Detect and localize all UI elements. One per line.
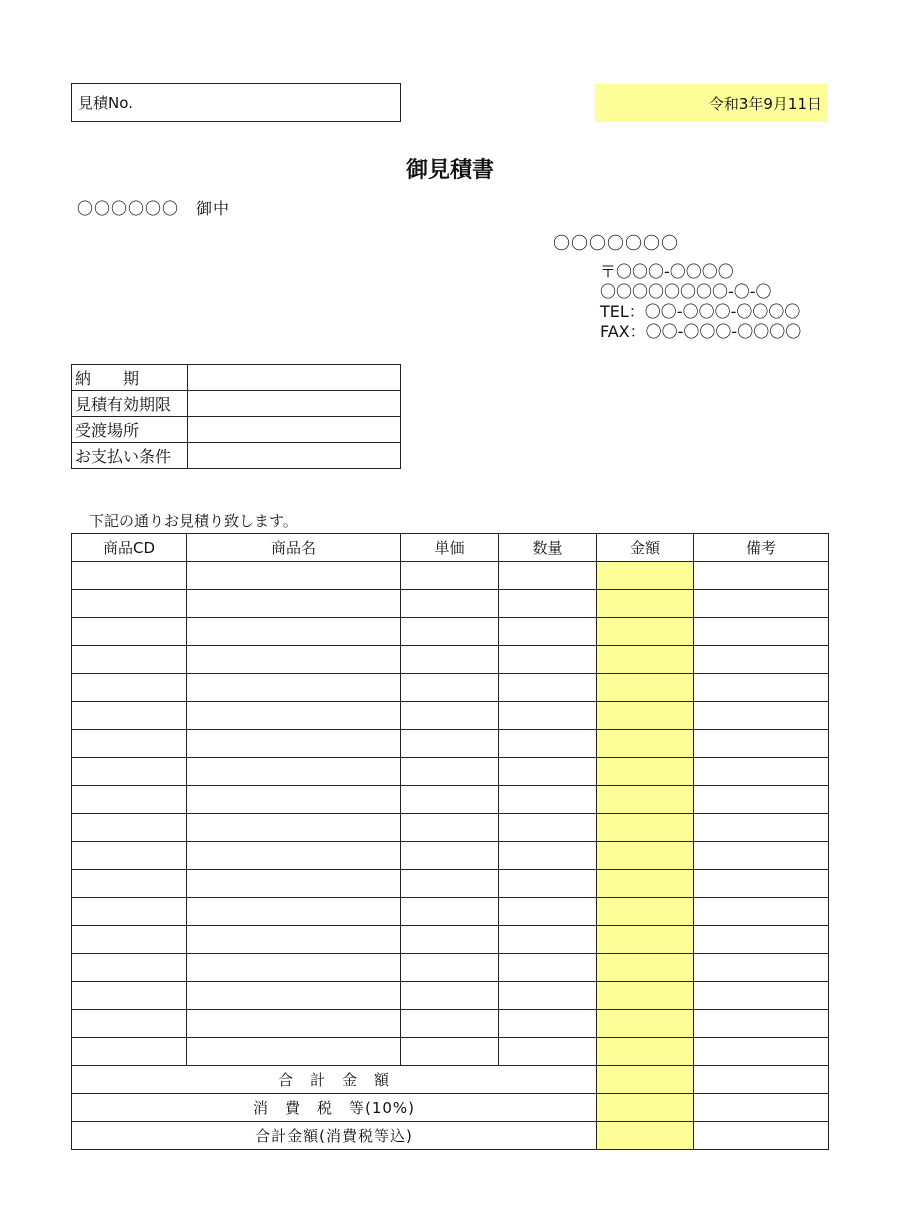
amount-cell[interactable] [597,1038,694,1066]
unit-price-cell[interactable] [401,814,499,842]
quantity-cell[interactable] [499,590,597,618]
product-name-cell[interactable] [187,590,401,618]
product-name-cell[interactable] [187,646,401,674]
amount-cell[interactable] [597,982,694,1010]
header-remarks: 備考 [694,534,829,562]
issuer-address-block [600,262,801,342]
amount-cell[interactable] [597,898,694,926]
remarks-cell[interactable] [694,898,829,926]
unit-price-cell[interactable] [401,926,499,954]
product-name-cell[interactable] [187,618,401,646]
item-row [72,1010,829,1038]
document-title: 御見積書 [405,158,494,183]
items-body [72,562,829,1066]
product-name-cell[interactable] [187,814,401,842]
remarks-cell[interactable] [694,702,829,730]
remarks-cell[interactable] [694,590,829,618]
unit-price-cell[interactable] [401,786,499,814]
tax-label: 消 費 税 等(10%) [72,1094,597,1122]
remarks-cell[interactable] [694,870,829,898]
issue-date: 令和3年9月11日 [595,84,828,122]
quantity-cell[interactable] [499,898,597,926]
unit-price-cell[interactable] [401,842,499,870]
product-code-cell[interactable] [72,926,187,954]
amount-cell[interactable] [597,842,694,870]
amount-cell[interactable] [597,814,694,842]
remarks-cell[interactable] [694,758,829,786]
product-code-cell[interactable] [72,562,187,590]
total-remarks-cell[interactable] [694,1122,829,1150]
item-row [72,786,829,814]
issuer-company: 〇〇〇〇〇〇〇 [553,234,679,254]
product-name-cell[interactable] [187,702,401,730]
subtotal-row [72,1066,829,1094]
amount-cell[interactable] [597,1010,694,1038]
remarks-cell[interactable] [694,646,829,674]
subtotal-remarks-cell[interactable] [694,1066,829,1094]
remarks-cell[interactable] [694,954,829,982]
quantity-cell[interactable] [499,674,597,702]
product-code-cell[interactable] [72,674,187,702]
header-product-name: 商品名 [187,534,401,562]
quantity-cell[interactable] [499,618,597,646]
amount-cell[interactable] [597,786,694,814]
unit-price-cell[interactable] [401,982,499,1010]
item-row [72,842,829,870]
item-row [72,730,829,758]
item-row [72,562,829,590]
product-code-cell[interactable] [72,702,187,730]
quantity-cell[interactable] [499,786,597,814]
quantity-cell[interactable] [499,646,597,674]
amount-cell[interactable] [597,562,694,590]
terms-label: お支払い条件 [72,443,188,469]
item-row [72,926,829,954]
header-product-code: 商品CD [72,534,187,562]
product-code-cell[interactable] [72,786,187,814]
item-row [72,814,829,842]
product-code-cell[interactable] [72,1010,187,1038]
unit-price-cell[interactable] [401,730,499,758]
amount-cell[interactable] [597,674,694,702]
unit-price-cell[interactable] [401,646,499,674]
header-unit-price: 単価 [401,534,499,562]
item-row [72,618,829,646]
client-name: 〇〇〇〇〇〇 御中 [77,199,231,218]
product-code-cell[interactable] [72,730,187,758]
quantity-cell[interactable] [499,926,597,954]
item-row [72,646,829,674]
items-table [71,533,829,1150]
remarks-cell[interactable] [694,730,829,758]
items-header-row [72,534,829,562]
item-row [72,758,829,786]
product-code-cell[interactable] [72,982,187,1010]
product-code-cell[interactable] [72,618,187,646]
terms-label: 納 期 [72,365,188,391]
terms-row-delivery [72,365,401,391]
header-amount: 金額 [597,534,694,562]
terms-value-field[interactable] [188,365,401,391]
terms-row-validity [72,391,401,417]
remarks-cell[interactable] [694,786,829,814]
remarks-cell[interactable] [694,926,829,954]
remarks-cell[interactable] [694,562,829,590]
product-code-cell[interactable] [72,646,187,674]
amount-cell[interactable] [597,590,694,618]
unit-price-cell[interactable] [401,562,499,590]
terms-label: 受渡場所 [72,417,188,443]
product-code-cell[interactable] [72,954,187,982]
quantity-cell[interactable] [499,954,597,982]
product-name-cell[interactable] [187,758,401,786]
unit-price-cell[interactable] [401,674,499,702]
subtotal-amount-cell[interactable] [597,1066,694,1094]
terms-value-field[interactable] [188,443,401,469]
remarks-cell[interactable] [694,814,829,842]
product-name-cell[interactable] [187,1010,401,1038]
product-code-cell[interactable] [72,758,187,786]
product-code-cell[interactable] [72,842,187,870]
item-row [72,674,829,702]
unit-price-cell[interactable] [401,898,499,926]
issuer-address: 〇〇〇〇〇〇〇〇-〇-〇 [600,282,772,301]
amount-cell[interactable] [597,646,694,674]
amount-cell[interactable] [597,870,694,898]
tax-remarks-cell[interactable] [694,1094,829,1122]
amount-cell[interactable] [597,618,694,646]
amount-cell[interactable] [597,926,694,954]
issuer-fax: FAX：〇〇-〇〇〇-〇〇〇〇 [600,322,802,341]
total-row [72,1122,829,1150]
product-name-cell[interactable] [187,1038,401,1066]
product-name-cell[interactable] [187,926,401,954]
unit-price-cell[interactable] [401,954,499,982]
unit-price-cell[interactable] [401,618,499,646]
product-name-cell[interactable] [187,870,401,898]
amount-cell[interactable] [597,702,694,730]
amount-cell[interactable] [597,758,694,786]
unit-price-cell[interactable] [401,702,499,730]
product-code-cell[interactable] [72,870,187,898]
header-quantity: 数量 [499,534,597,562]
intro-text: 下記の通りお見積り致します。 [89,512,298,530]
product-code-cell[interactable] [72,590,187,618]
quantity-cell[interactable] [499,758,597,786]
terms-value-field[interactable] [188,417,401,443]
remarks-cell[interactable] [694,1038,829,1066]
quantity-cell[interactable] [499,842,597,870]
terms-row-place [72,417,401,443]
product-name-cell[interactable] [187,562,401,590]
product-name-cell[interactable] [187,842,401,870]
remarks-cell[interactable] [694,842,829,870]
unit-price-cell[interactable] [401,1010,499,1038]
item-row [72,954,829,982]
quantity-cell[interactable] [499,1010,597,1038]
product-name-cell[interactable] [187,898,401,926]
quantity-cell[interactable] [499,730,597,758]
quantity-cell[interactable] [499,870,597,898]
amount-cell[interactable] [597,730,694,758]
item-row [72,898,829,926]
total-label: 合計金額(消費税等込) [72,1122,597,1150]
product-code-cell[interactable] [72,814,187,842]
issuer-tel: TEL：〇〇-〇〇〇-〇〇〇〇 [600,302,801,321]
amount-cell[interactable] [597,954,694,982]
unit-price-cell[interactable] [401,758,499,786]
remarks-cell[interactable] [694,982,829,1010]
product-name-cell[interactable] [187,786,401,814]
item-row [72,590,829,618]
terms-table [71,364,401,469]
terms-value-field[interactable] [188,391,401,417]
item-row [72,982,829,1010]
unit-price-cell[interactable] [401,1038,499,1066]
estimate-number-label: 見積No. [78,94,133,112]
product-name-cell[interactable] [187,982,401,1010]
subtotal-label: 合 計 金 額 [72,1066,597,1094]
remarks-cell[interactable] [694,1010,829,1038]
product-name-cell[interactable] [187,954,401,982]
remarks-cell[interactable] [694,674,829,702]
quantity-cell[interactable] [499,814,597,842]
tax-amount-cell[interactable] [597,1094,694,1122]
remarks-cell[interactable] [694,618,829,646]
product-code-cell[interactable] [72,898,187,926]
unit-price-cell[interactable] [401,870,499,898]
quantity-cell[interactable] [499,982,597,1010]
product-name-cell[interactable] [187,674,401,702]
quantity-cell[interactable] [499,1038,597,1066]
issuer-postal: 〒〇〇〇-〇〇〇〇 [600,262,734,281]
tax-row [72,1094,829,1122]
quantity-cell[interactable] [499,702,597,730]
quantity-cell[interactable] [499,562,597,590]
item-row [72,870,829,898]
terms-row-payment [72,443,401,469]
total-amount-cell[interactable] [597,1122,694,1150]
product-name-cell[interactable] [187,730,401,758]
terms-label: 見積有効期限 [72,391,188,417]
estimate-number-box [71,83,401,122]
item-row [72,1038,829,1066]
unit-price-cell[interactable] [401,590,499,618]
item-row [72,702,829,730]
product-code-cell[interactable] [72,1038,187,1066]
